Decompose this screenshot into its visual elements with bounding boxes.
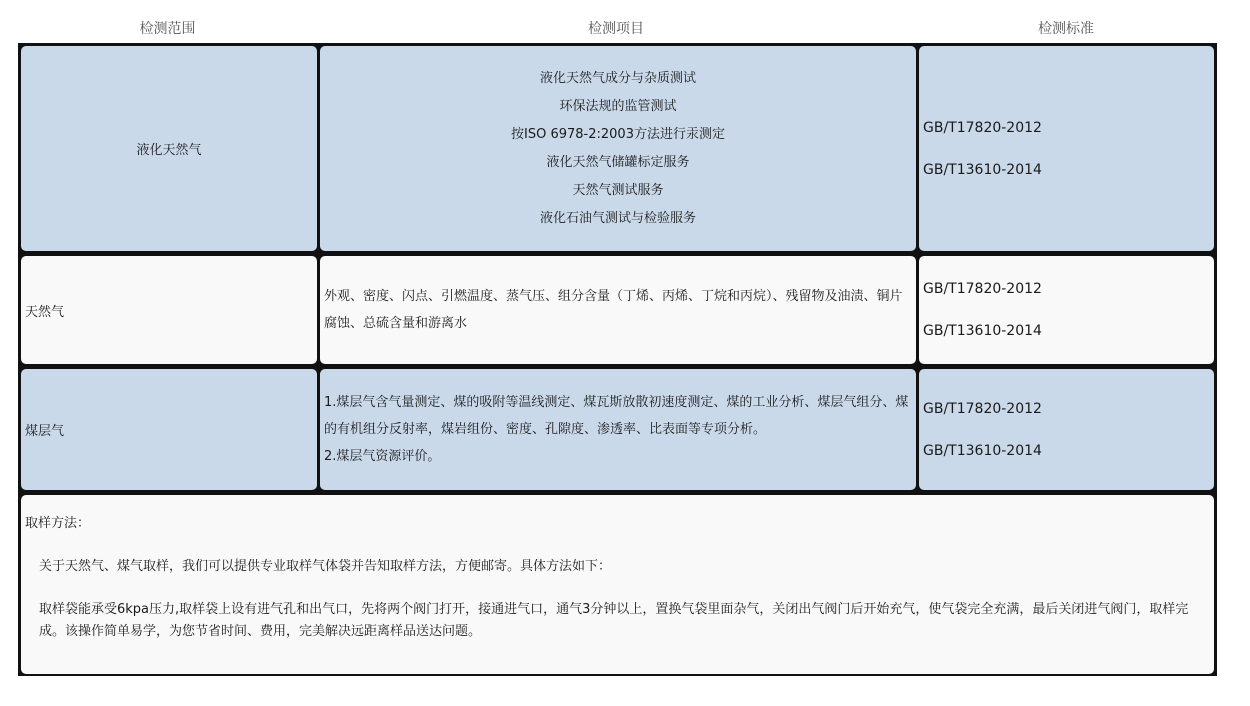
table-header	[18, 15, 1217, 43]
standard-code: GB/T17820-2012	[923, 119, 1042, 136]
sampling-method: 取样袋能承受6kpa压力,取样袋上设有进气孔和出气口，先将两个阀门打开，接通进气口，通气3分钟以上，置换气袋里面杂气，关闭出气阀门后开始充气，使气袋完全充满，最后关闭进气阀门，取样完成。该操作简单易学，为您节省时间、费用，完美解决远距离样品送达问题。	[39, 602, 1189, 639]
sampling-title: 取样方法：	[25, 516, 91, 531]
items-line: 1.煤层气含气量测定、煤的吸附等温线测定、煤瓦斯放散初速度测定、煤的工业分析、煤层气组分、煤的有机组分反射率，煤岩组份、密度、孔隙度、渗透率、比表面等专项分析。	[324, 395, 909, 437]
standard-cell	[919, 369, 1214, 490]
testing-table	[18, 43, 1217, 676]
table-row	[20, 369, 1215, 490]
standard-code: GB/T17820-2012	[923, 400, 1042, 417]
list-item: 液化天然气储罐标定服务	[546, 154, 690, 170]
header-items: 检测项目	[588, 21, 644, 37]
items-text: 外观、密度、闪点、引燃温度、蒸气压、组分含量（丁烯、丙烯、丁烷和丙烷）、残留物及油渍、铜片腐蚀、总硫含量和游离水	[324, 289, 903, 331]
scope-cell	[21, 369, 317, 490]
items-cell	[320, 46, 916, 251]
list-item: 环保法规的监管测试	[559, 98, 677, 114]
list-item: 液化石油气测试与检验服务	[539, 210, 696, 226]
items-cell	[320, 369, 916, 490]
standard-code: GB/T13610-2014	[923, 442, 1042, 459]
list-item: 天然气测试服务	[572, 182, 664, 198]
scope-label: 天然气	[25, 304, 65, 320]
sampling-notes	[21, 495, 1214, 674]
scope-cell	[21, 46, 317, 251]
standard-cell	[919, 256, 1214, 364]
list-item: 液化天然气成分与杂质测试	[539, 70, 696, 86]
standard-cell	[919, 46, 1214, 251]
standard-code: GB/T17820-2012	[923, 281, 1042, 297]
scope-label: 液化天然气	[136, 143, 202, 158]
header-scope: 检测范围	[139, 21, 196, 37]
scope-label: 煤层气	[25, 424, 65, 439]
list-item: 按ISO 6978-2:2003方法进行汞测定	[511, 126, 725, 142]
table-row	[20, 46, 1215, 251]
header-standard: 检测标准	[1038, 21, 1094, 37]
table-row	[20, 256, 1215, 364]
standard-code: GB/T13610-2014	[923, 161, 1042, 178]
sampling-intro: 关于天然气、煤气取样，我们可以提供专业取样气体袋并告知取样方法，方便邮寄。具体方法如下：	[39, 559, 612, 574]
items-cell	[320, 256, 916, 364]
scope-cell	[21, 256, 317, 364]
standard-code: GB/T13610-2014	[923, 323, 1042, 339]
items-line: 2.煤层气资源评价。	[324, 449, 441, 464]
